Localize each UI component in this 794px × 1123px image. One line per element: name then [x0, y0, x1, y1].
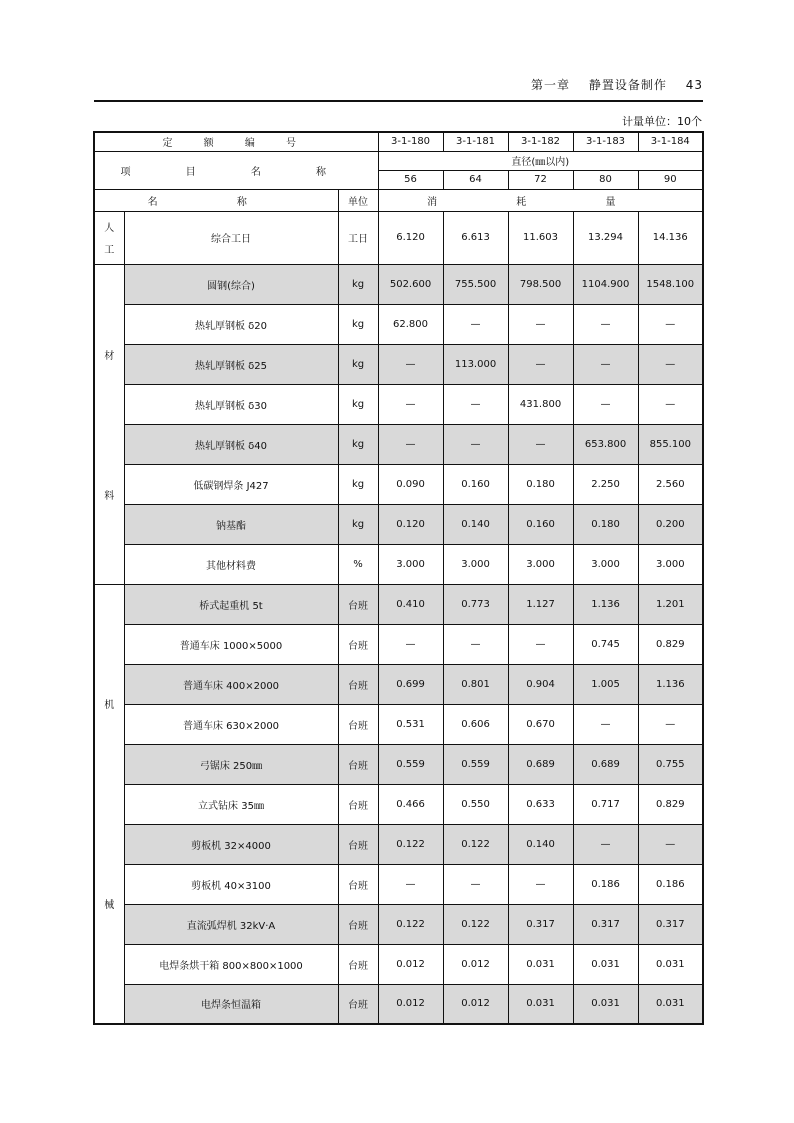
item-value: 0.466: [378, 784, 443, 824]
item-value: 0.031: [508, 984, 573, 1024]
item-value: 1.201: [638, 584, 703, 624]
item-value: —: [573, 304, 638, 344]
table-row: [94, 304, 703, 344]
item-value: 3.000: [443, 544, 508, 584]
item-value: 0.140: [443, 504, 508, 544]
item-unit: 台班: [338, 984, 378, 1024]
item-value: 0.200: [638, 504, 703, 544]
item-value: —: [638, 824, 703, 864]
diameter-value: 56: [378, 170, 443, 189]
item-value: 0.160: [508, 504, 573, 544]
diameter-label: 直径(㎜以内): [378, 151, 703, 170]
item-value: 1.127: [508, 584, 573, 624]
item-value: 0.140: [508, 824, 573, 864]
item-value: 2.250: [573, 464, 638, 504]
item-value: 0.031: [638, 944, 703, 984]
diameter-value: 80: [573, 170, 638, 189]
item-unit: 台班: [338, 904, 378, 944]
item-value: 0.801: [443, 664, 508, 704]
item-value: —: [573, 704, 638, 744]
item-value: 0.122: [378, 824, 443, 864]
page-number: 43: [685, 78, 703, 92]
table-row: [94, 864, 703, 904]
item-value: 0.122: [443, 904, 508, 944]
unit-header: 单位: [338, 189, 378, 211]
item-value: —: [378, 864, 443, 904]
item-value: —: [443, 304, 508, 344]
table-row: [94, 984, 703, 1024]
item-value: —: [638, 704, 703, 744]
item-value: 0.531: [378, 704, 443, 744]
item-value: 6.120: [378, 211, 443, 264]
item-value: 0.012: [378, 944, 443, 984]
item-value: 755.500: [443, 264, 508, 304]
item-value: 431.800: [508, 384, 573, 424]
item-name: 圆钢(综合): [124, 264, 338, 304]
item-value: —: [508, 624, 573, 664]
item-value: —: [378, 344, 443, 384]
item-value: 0.689: [508, 744, 573, 784]
item-value: —: [508, 864, 573, 904]
item-value: —: [443, 424, 508, 464]
chapter-label: 第一章: [531, 78, 571, 92]
category-cell: [94, 264, 124, 584]
quota-code: 3-1-184: [638, 132, 703, 151]
item-value: 3.000: [508, 544, 573, 584]
item-unit: 台班: [338, 584, 378, 624]
item-unit: 台班: [338, 864, 378, 904]
item-value: —: [573, 344, 638, 384]
item-name: 剪板机 32×4000: [124, 824, 338, 864]
item-value: 0.550: [443, 784, 508, 824]
chapter-heading: [517, 76, 703, 93]
item-value: 14.136: [638, 211, 703, 264]
item-value: 0.559: [443, 744, 508, 784]
item-unit: 台班: [338, 784, 378, 824]
item-value: 0.689: [573, 744, 638, 784]
item-name: 普通车床 1000×5000: [124, 624, 338, 664]
item-name: 钠基酯: [124, 504, 338, 544]
item-unit: kg: [338, 424, 378, 464]
item-unit: kg: [338, 384, 378, 424]
item-value: 502.600: [378, 264, 443, 304]
category-char: 工: [104, 244, 115, 256]
table-row: [94, 584, 703, 624]
item-value: 113.000: [443, 344, 508, 384]
item-unit: kg: [338, 464, 378, 504]
item-value: 0.829: [638, 624, 703, 664]
item-unit: 台班: [338, 624, 378, 664]
item-value: 0.829: [638, 784, 703, 824]
item-unit: 台班: [338, 744, 378, 784]
item-value: —: [573, 384, 638, 424]
diameter-value: 72: [508, 170, 573, 189]
item-name: 热轧厚钢板 δ25: [124, 344, 338, 384]
item-value: 0.317: [508, 904, 573, 944]
item-value: 1.136: [573, 584, 638, 624]
item-value: —: [378, 424, 443, 464]
item-value: 0.122: [378, 904, 443, 944]
item-value: 0.160: [443, 464, 508, 504]
table-row: [94, 211, 703, 264]
item-value: 13.294: [573, 211, 638, 264]
item-value: 0.633: [508, 784, 573, 824]
unit-note: 计量单位：10个: [622, 115, 702, 128]
item-value: 0.559: [378, 744, 443, 784]
consumption-header: 消 耗 量: [378, 189, 703, 211]
item-value: 0.606: [443, 704, 508, 744]
category-char: 人: [104, 223, 115, 235]
item-value: —: [508, 344, 573, 384]
item-unit: kg: [338, 344, 378, 384]
item-value: 0.012: [443, 984, 508, 1024]
diameter-value: 64: [443, 170, 508, 189]
quota-code-row: [94, 132, 703, 151]
item-value: 0.773: [443, 584, 508, 624]
item-value: 0.180: [508, 464, 573, 504]
item-name: 热轧厚钢板 δ20: [124, 304, 338, 344]
item-value: 798.500: [508, 264, 573, 304]
table-row: [94, 624, 703, 664]
item-value: —: [638, 384, 703, 424]
item-value: —: [638, 344, 703, 384]
item-unit: kg: [338, 304, 378, 344]
item-name: 普通车床 400×2000: [124, 664, 338, 704]
item-value: —: [638, 304, 703, 344]
table-row: [94, 944, 703, 984]
item-value: 2.560: [638, 464, 703, 504]
table-row: [94, 464, 703, 504]
item-value: —: [508, 424, 573, 464]
item-value: 0.745: [573, 624, 638, 664]
item-value: 6.613: [443, 211, 508, 264]
item-name: 直流弧焊机 32kV·A: [124, 904, 338, 944]
table-row: [94, 424, 703, 464]
item-value: —: [378, 384, 443, 424]
item-value: —: [573, 824, 638, 864]
quota-code: 3-1-181: [443, 132, 508, 151]
item-name: 电焊条恒温箱: [124, 984, 338, 1024]
item-value: —: [508, 304, 573, 344]
item-value: 0.317: [638, 904, 703, 944]
quota-code: 3-1-180: [378, 132, 443, 151]
item-unit: kg: [338, 504, 378, 544]
column-header-row: [94, 189, 703, 211]
item-value: 0.904: [508, 664, 573, 704]
diameter-header-row: [94, 151, 703, 170]
item-unit: %: [338, 544, 378, 584]
category-char: 料: [104, 490, 115, 502]
table-row: [94, 504, 703, 544]
item-value: 3.000: [638, 544, 703, 584]
section-title: 静置设备制作: [588, 78, 667, 92]
item-name-label: 项 目 名 称: [94, 151, 378, 189]
item-value: 0.186: [638, 864, 703, 904]
item-unit: 台班: [338, 704, 378, 744]
diameter-value: 90: [638, 170, 703, 189]
item-value: 1.005: [573, 664, 638, 704]
item-value: 62.800: [378, 304, 443, 344]
category-cell: [94, 584, 124, 1024]
category-char: 机: [104, 700, 115, 712]
item-name: 低碳钢焊条 J427: [124, 464, 338, 504]
item-value: 0.717: [573, 784, 638, 824]
item-value: 1104.900: [573, 264, 638, 304]
item-value: 0.031: [508, 944, 573, 984]
item-unit: kg: [338, 264, 378, 304]
item-name: 热轧厚钢板 δ40: [124, 424, 338, 464]
item-name: 普通车床 630×2000: [124, 704, 338, 744]
table-row: [94, 824, 703, 864]
table-row: [94, 264, 703, 304]
item-name: 剪板机 40×3100: [124, 864, 338, 904]
quota-table: [93, 131, 704, 1025]
table-row: [94, 784, 703, 824]
table-row: [94, 744, 703, 784]
item-value: 11.603: [508, 211, 573, 264]
table-row: [94, 544, 703, 584]
item-value: 0.317: [573, 904, 638, 944]
page-header: [94, 70, 703, 102]
item-value: 0.012: [378, 984, 443, 1024]
item-value: 1.136: [638, 664, 703, 704]
table-row: [94, 384, 703, 424]
item-value: 0.122: [443, 824, 508, 864]
item-value: 855.100: [638, 424, 703, 464]
item-value: 0.031: [573, 944, 638, 984]
item-name: 电焊条烘干箱 800×800×1000: [124, 944, 338, 984]
category-char: 材: [104, 350, 115, 362]
item-value: 1548.100: [638, 264, 703, 304]
item-value: 653.800: [573, 424, 638, 464]
name-header: 名 称: [94, 189, 338, 211]
item-value: 0.755: [638, 744, 703, 784]
item-value: 0.031: [573, 984, 638, 1024]
table-row: [94, 704, 703, 744]
item-value: 0.180: [573, 504, 638, 544]
item-value: —: [443, 384, 508, 424]
table-row: [94, 664, 703, 704]
item-name: 桥式起重机 5t: [124, 584, 338, 624]
item-value: 3.000: [378, 544, 443, 584]
item-value: 0.120: [378, 504, 443, 544]
item-value: 0.186: [573, 864, 638, 904]
item-value: 0.670: [508, 704, 573, 744]
item-name: 立式钻床 35㎜: [124, 784, 338, 824]
table-row: [94, 344, 703, 384]
quota-code: 3-1-183: [573, 132, 638, 151]
item-value: 0.012: [443, 944, 508, 984]
table-row: [94, 904, 703, 944]
item-value: —: [378, 624, 443, 664]
item-unit: 台班: [338, 824, 378, 864]
item-value: —: [443, 624, 508, 664]
item-name: 综合工日: [124, 211, 338, 264]
item-name: 弓锯床 250㎜: [124, 744, 338, 784]
item-name: 热轧厚钢板 δ30: [124, 384, 338, 424]
item-value: 3.000: [573, 544, 638, 584]
item-value: 0.090: [378, 464, 443, 504]
item-value: 0.410: [378, 584, 443, 624]
item-value: —: [443, 864, 508, 904]
item-name: 其他材料费: [124, 544, 338, 584]
category-cell: [94, 211, 124, 264]
item-unit: 台班: [338, 664, 378, 704]
item-unit: 台班: [338, 944, 378, 984]
item-unit: 工日: [338, 211, 378, 264]
category-char: 械: [104, 900, 115, 912]
quota-code: 3-1-182: [508, 132, 573, 151]
quota-code-label: 定 额 编 号: [94, 132, 378, 151]
item-value: 0.699: [378, 664, 443, 704]
item-value: 0.031: [638, 984, 703, 1024]
